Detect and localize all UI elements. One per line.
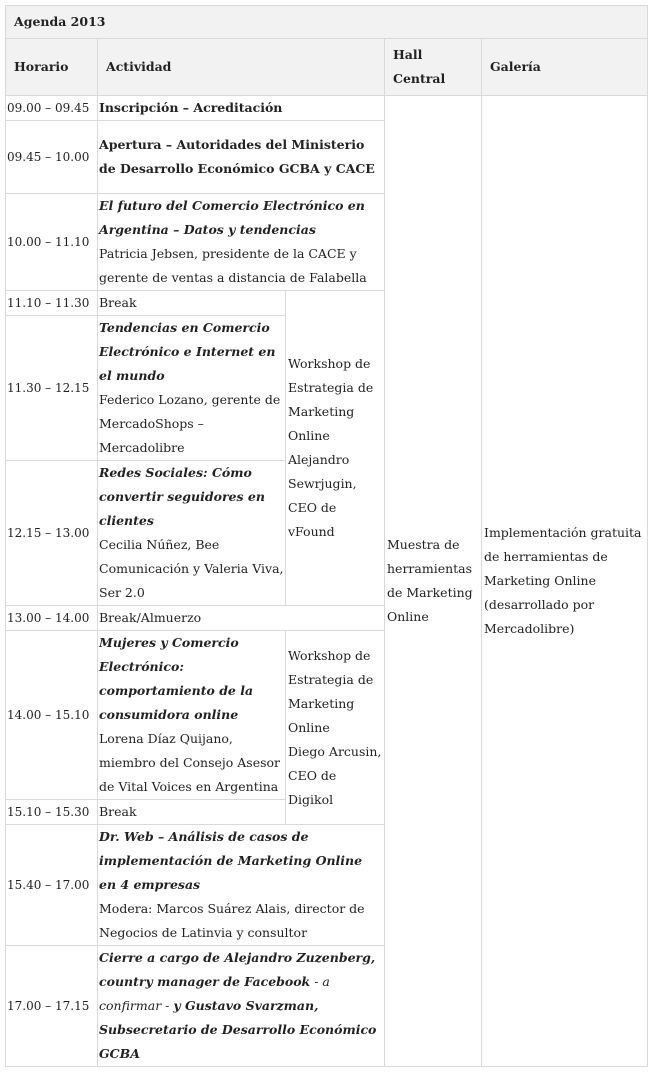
title-row [6,6,648,39]
activity-title: Cierre a cargo de Alejandro Zuzenberg, country manager de Facebook [99,950,376,989]
workshop-title: Workshop de Estrategia de Marketing Online [288,647,374,735]
activity-cell [98,194,385,291]
time-cell: 09.45 – 10.00 [6,121,98,194]
agenda-container [5,5,647,1067]
activity-cell: Apertura – Autoridades del Ministerio de Desarrollo Económico GCBA y CACE [98,121,385,194]
time-cell: 15.40 – 17.00 [6,825,98,946]
activity-cell: Break/Almuerzo [98,606,385,631]
workshop-speaker: Diego Arcusin, CEO de Digikol [288,743,382,807]
workshop-cell [286,291,385,606]
time-cell: 13.00 – 14.00 [6,606,98,631]
activity-title: El futuro del Comercio Electrónico en Argentina – Datos y tendencias [99,198,365,237]
activity-cell: Break [98,291,286,316]
time-cell: 12.15 – 13.00 [6,461,98,606]
activity-speaker: Cecilia Núñez, Bee Comunicación y Valeria Viva, Ser 2.0 [99,537,284,600]
activity-cell: Break [98,800,286,825]
hall-central-cell: Muestra de herramientas de Marketing Online [385,96,482,1067]
activity-title: Mujeres y Comercio Electrónico: comportamiento de la consumidora online [99,635,254,722]
activity-title: Dr. Web – Análisis de casos de implementación de Marketing Online en 4 empresas [99,829,363,892]
time-cell: 10.00 – 11.10 [6,194,98,291]
activity-title-continued: y Gustavo Svarzman, Subsecretario de Desarrollo Económico GCBA [99,998,377,1061]
activity-cell [98,316,286,461]
time-cell: 09.00 – 09.45 [6,96,98,121]
header-hall-line2: Central [393,71,446,86]
activity-title: Redes Sociales: Cómo convertir seguidores en clientes [99,465,265,528]
workshop-title: Workshop de Estrategia de Marketing Online [288,356,374,443]
activity-speaker: Lorena Díaz Quijano, miembro del Consejo Asesor de Vital Voices en Argentina [99,731,281,794]
activity-cell [98,631,286,800]
time-cell: 11.10 – 11.30 [6,291,98,316]
activity-speaker: Patricia Jebsen, presidente de la CACE y gerente de ventas a distancia de Falabella [99,246,367,285]
activity-note: - a confirmar - [99,974,330,1013]
table-title: Agenda 2013 [6,6,648,39]
time-cell: 14.00 – 15.10 [6,631,98,800]
agenda-table [5,5,648,1067]
header-horario: Horario [6,39,98,96]
workshop-cell [286,631,385,825]
activity-cell [98,946,385,1067]
time-cell: 15.10 – 15.30 [6,800,98,825]
header-galeria: Galería [482,39,648,96]
header-hall-central [385,39,482,96]
header-row [6,39,648,96]
time-cell: 11.30 – 12.15 [6,316,98,461]
activity-title: Tendencias en Comercio Electrónico e Internet en el mundo [99,320,276,383]
header-hall-line1: Hall [393,47,423,62]
header-actividad: Actividad [98,39,385,96]
activity-cell [98,825,385,946]
activity-speaker: Federico Lozano, gerente de MercadoShops – Mercadolibre [99,392,281,455]
activity-speaker: Modera: Marcos Suárez Alais, director de Negocios de Latinvia y consultor [99,901,365,940]
workshop-speaker: Alejandro Sewrjugin, CEO de vFound [288,452,357,539]
time-cell: 17.00 – 17.15 [6,946,98,1067]
galeria-cell: Implementación gratuita de herramientas de Marketing Online (desarrollado por Mercadolibre) [482,96,648,1067]
table-row [6,96,648,121]
activity-cell: Inscripción – Acreditación [98,96,385,121]
activity-cell [98,461,286,606]
